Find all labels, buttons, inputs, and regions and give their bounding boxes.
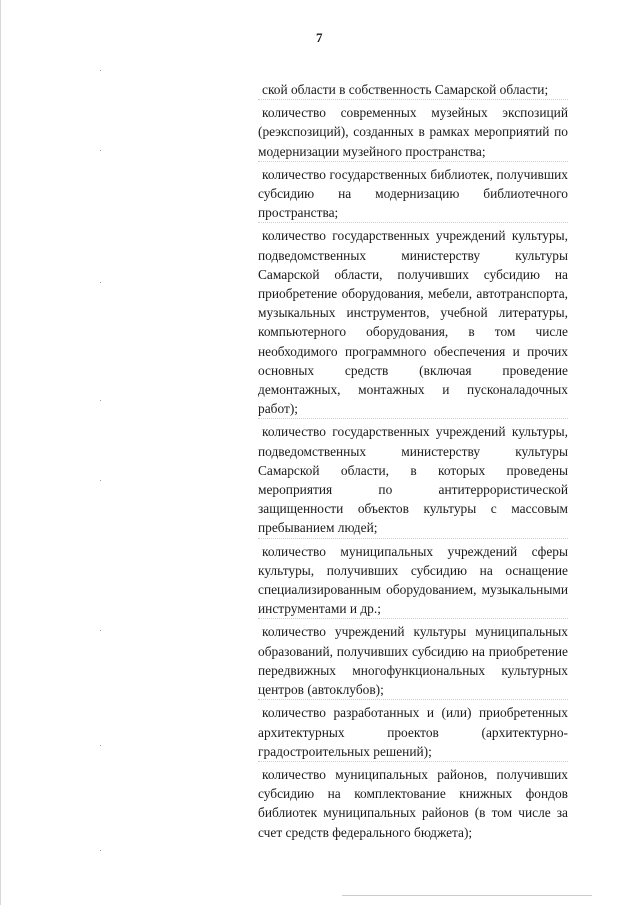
paragraph-4: количество государственных учреждений культуры, подведомственных министерству культуры Самарской области, получивших субсидию на приобретение оборудования, мебели, автотранспорта, музыкальных инструментов, учебной литературы, компьютерного оборудования, в том числе необходимого программного обеспечения и прочих основных средств (включая проведение демонтажных, монтажных и пусконаладочных работ); (258, 222, 568, 418)
page-number: 7 (316, 30, 323, 45)
scan-speck (100, 480, 101, 481)
document-body (258, 80, 568, 842)
scan-speck (100, 70, 101, 71)
paragraph-7: количество учреждений культуры муниципальных образований, получивших субсидию на приобретение передвижных многофункциональных культурных центров (автоклубов); (258, 618, 568, 699)
paragraph-5: количество государственных учреждений культуры, подведомственных министерству культуры Самарской области, в которых проведены мероприятия по антитеррористической защищенности объектов культуры с массовым пребыванием людей; (258, 418, 568, 537)
scan-edge (0, 0, 1, 905)
paragraph-8: количество разработанных и (или) приобретенных архитектурных проектов (архитектурно-градостроительных решений); (258, 699, 568, 761)
paragraph-6: количество муниципальных учреждений сферы культуры, получивших субсидию на оснащение специализированным оборудованием, музыкальными инструментами и др.; (258, 538, 568, 619)
scan-speck (100, 745, 101, 746)
paragraph-9: количество муниципальных районов, получивших субсидию на комплектование книжных фондов библиотек муниципальных районов (в том числе за счет средств федерального бюджета); (258, 761, 568, 842)
scan-speck (100, 400, 101, 401)
paragraph-2: количество современных музейных экспозиций (реэкспозиций), созданных в рамках мероприятий по модернизации музейного пространства; (258, 99, 568, 161)
scan-speck (100, 850, 101, 851)
scan-speck (100, 282, 101, 283)
paragraph-3: количество государственных библиотек, получивших субсидию на модернизацию библиотечного пространства; (258, 161, 568, 223)
scan-speck (100, 150, 101, 151)
scan-speck (100, 630, 101, 631)
scan-bottom-rule (342, 895, 592, 896)
paragraph-1: ской области в собственность Самарской области; (262, 82, 549, 97)
